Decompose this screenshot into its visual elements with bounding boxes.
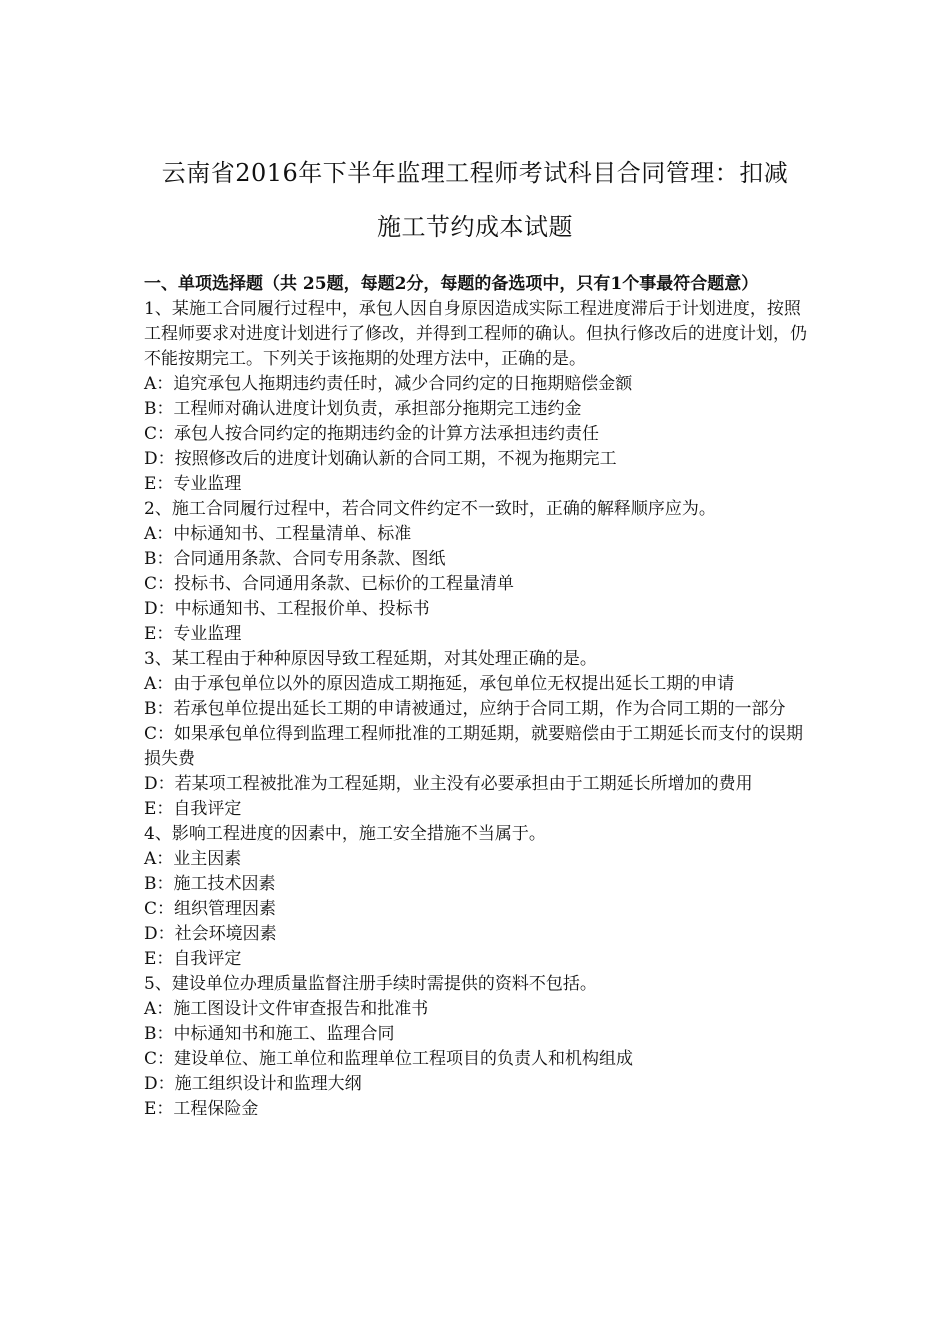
option-a: A：追究承包人拖期违约责任时，减少合同约定的日拖期赔偿金额 bbox=[144, 374, 633, 394]
question-1 bbox=[144, 297, 808, 497]
question-stem: 1、某施工合同履行过程中，承包人因自身原因造成实际工程进度滞后于计划进度，按照工程师要求对进度计划进行了修改，并得到工程师的确认。但执行修改后的进度计划，仍不能按期完工。下列关于该拖期的处理方法中，正确的是。 bbox=[144, 299, 807, 369]
question-stem: 4、影响工程进度的因素中，施工安全措施不当属于。 bbox=[144, 824, 546, 844]
question-2 bbox=[144, 497, 808, 647]
option-c: C：投标书、合同通用条款、已标价的工程量清单 bbox=[144, 574, 515, 594]
option-d: D：中标通知书、工程报价单、投标书 bbox=[144, 599, 430, 619]
option-a: A：由于承包单位以外的原因造成工期拖延，承包单位无权提出延长工期的申请 bbox=[144, 674, 735, 694]
option-e: E：专业监理 bbox=[144, 624, 242, 644]
option-a: A：业主因素 bbox=[144, 849, 242, 869]
option-c: C：建设单位、施工单位和监理单位工程项目的负责人和机构组成 bbox=[144, 1049, 634, 1069]
option-c: C：如果承包单位得到监理工程师批准的工期延期，就要赔偿由于工期延长而支付的误期损失费 bbox=[144, 724, 804, 769]
question-3 bbox=[144, 647, 808, 822]
option-e: E：自我评定 bbox=[144, 949, 242, 969]
document-body bbox=[144, 272, 808, 1122]
option-e: E：工程保险金 bbox=[144, 1099, 259, 1119]
option-d: D：施工组织设计和监理大纲 bbox=[144, 1074, 362, 1094]
option-b: B：若承包单位提出延长工期的申请被通过，应纳于合同工期，作为合同工期的一部分 bbox=[144, 699, 786, 719]
option-b: B：工程师对确认进度计划负责，承担部分拖期完工违约金 bbox=[144, 399, 582, 419]
option-c: C：组织管理因素 bbox=[144, 899, 277, 919]
option-d: D：社会环境因素 bbox=[144, 924, 277, 944]
option-b: B：施工技术因素 bbox=[144, 874, 276, 894]
title-line-2: 施工节约成本试题 bbox=[377, 213, 573, 241]
option-a: A：施工图设计文件审查报告和批准书 bbox=[144, 999, 429, 1019]
question-5 bbox=[144, 972, 808, 1122]
option-d: D：按照修改后的进度计划确认新的合同工期，不视为拖期完工 bbox=[144, 449, 617, 469]
option-b: B：合同通用条款、合同专用条款、图纸 bbox=[144, 549, 446, 569]
option-d: D：若某项工程被批准为工程延期，业主没有必要承担由于工期延长所增加的费用 bbox=[144, 774, 753, 794]
option-e: E：专业监理 bbox=[144, 474, 242, 494]
option-a: A：中标通知书、工程量清单、标准 bbox=[144, 524, 412, 544]
question-stem: 3、某工程由于种种原因导致工程延期，对其处理正确的是。 bbox=[144, 649, 597, 669]
question-stem: 2、施工合同履行过程中，若合同文件约定不一致时，正确的解释顺序应为。 bbox=[144, 499, 716, 519]
option-e: E：自我评定 bbox=[144, 799, 242, 819]
question-stem: 5、建设单位办理质量监督注册手续时需提供的资料不包括。 bbox=[144, 974, 597, 994]
option-c: C：承包人按合同约定的拖期违约金的计算方法承担违约责任 bbox=[144, 424, 600, 444]
question-4 bbox=[144, 822, 808, 972]
option-b: B：中标通知书和施工、监理合同 bbox=[144, 1024, 395, 1044]
document-title bbox=[110, 146, 840, 254]
section-heading: 一、单项选择题（共 25题，每题2分，每题的备选项中，只有1个事最符合题意） bbox=[144, 274, 759, 294]
title-line-1: 云南省2016年下半年监理工程师考试科目合同管理：扣减 bbox=[161, 159, 789, 187]
